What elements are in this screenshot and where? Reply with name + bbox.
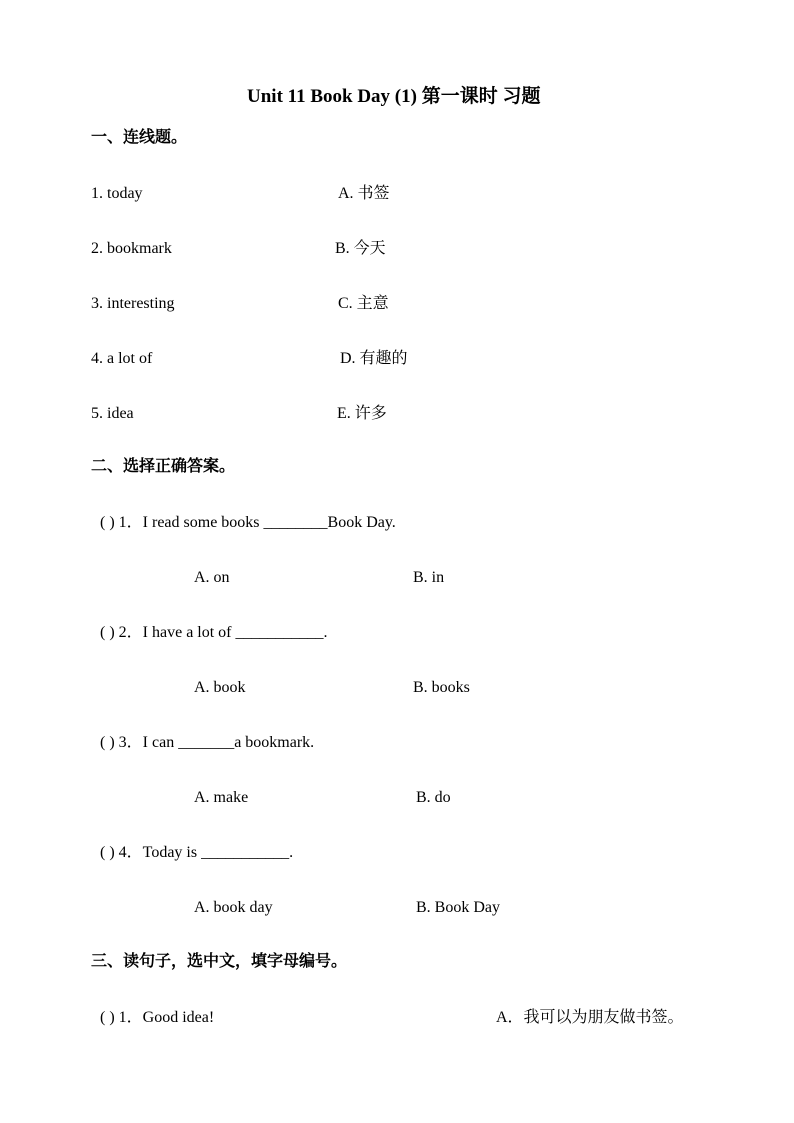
match-right-item: C. 主意 — [338, 295, 389, 312]
choice-option-a: A. on — [194, 569, 230, 586]
choice-option-a: A. book day — [194, 899, 273, 916]
choice-question-stem: ( ) 1．I read some books ________Book Day. — [100, 514, 396, 531]
section-1-heading: 一、连线题。 — [91, 129, 188, 146]
choice-option-a: A. book — [194, 679, 246, 696]
choice-option-b: B. do — [416, 789, 451, 806]
match-right-item: E. 许多 — [337, 405, 387, 422]
section-2-heading: 二、选择正确答案。 — [91, 458, 236, 475]
choice-option-b: B. Book Day — [416, 899, 500, 916]
translation-option: A．我可以为朋友做书签。 — [496, 1009, 684, 1026]
section-3-heading: 三、读句子，选中文，填字母编号。 — [91, 953, 348, 970]
translation-item-stem: ( ) 1．Good idea! — [100, 1009, 215, 1026]
choice-question-stem: ( ) 2．I have a lot of ___________. — [100, 624, 328, 641]
match-left-item: 1. today — [91, 185, 143, 202]
match-right-item: B. 今天 — [335, 240, 386, 257]
choice-option-b: B. in — [413, 569, 445, 586]
match-left-item: 2. bookmark — [91, 240, 172, 257]
match-left-item: 5. idea — [91, 405, 134, 422]
match-left-item: 4. a lot of — [91, 350, 153, 367]
page-title: Unit 11 Book Day (1) 第一课时 习题 — [247, 86, 541, 107]
match-right-item: D. 有趣的 — [340, 350, 408, 367]
match-left-item: 3. interesting — [91, 295, 175, 312]
choice-question-stem: ( ) 3．I can _______a bookmark. — [100, 734, 315, 751]
choice-question-stem: ( ) 4．Today is ___________. — [100, 844, 294, 861]
choice-option-a: A. make — [194, 789, 249, 806]
choice-option-b: B. books — [413, 679, 470, 696]
match-right-item: A. 书签 — [338, 185, 390, 202]
